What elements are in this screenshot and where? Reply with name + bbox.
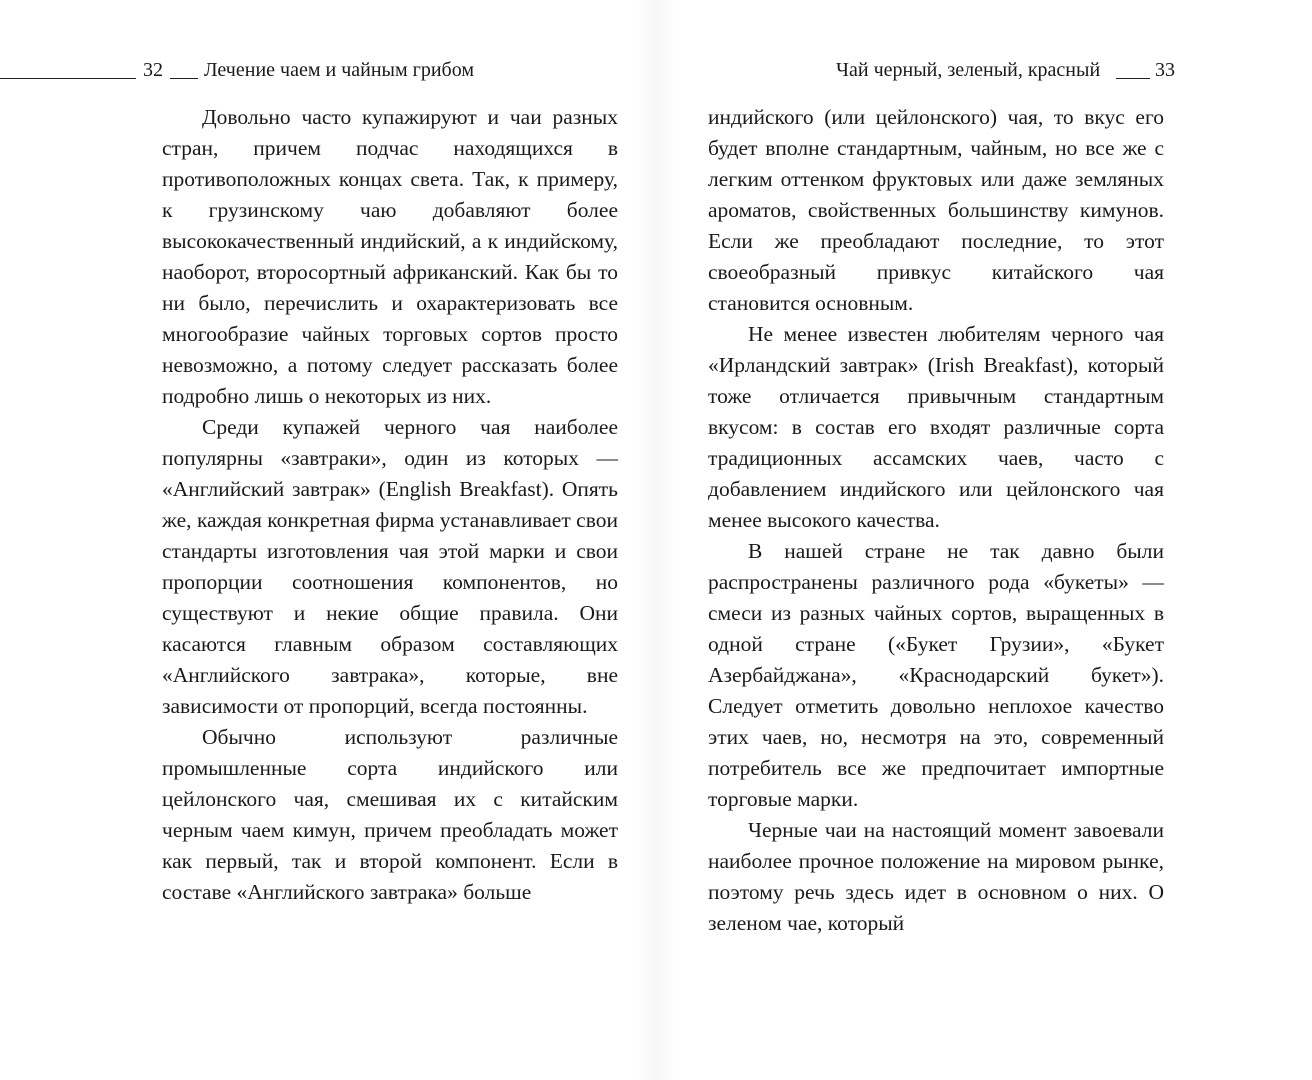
header-rule (0, 78, 136, 79)
right-page-body (708, 102, 1164, 939)
left-running-title: Лечение чаем и чайным грибом (204, 59, 474, 81)
gutter-shadow (636, 0, 676, 1080)
right-running-head (676, 56, 1312, 84)
right-running-title: Чай черный, зеленый, красный (836, 59, 1101, 81)
paragraph: Среди купажей черного чая наиболее популярны «завтраки», один из которых — «Английский завтрак» (English Breakfast). Опять же, каждая конкретная фирма устанавливает свои стандарты изготовления чая этой марки и свои пропорции соотношения компонентов, но существуют и некие общие правила. Они касаются главным образом составляющих «Английского завтрака», которые, вне зависимости от пропорций, всегда постоянны. (162, 415, 618, 718)
paragraph: Не менее известен любителям черного чая «Ирландский завтрак» (Irish Breakfast), который тоже отличается привычным стандартным вкусом: в состав его входят различные сорта традиционных ассамских чаев, часто с добавлением индийского или цейлонского чая менее высокого качества. (708, 322, 1164, 532)
left-page-number: 32 (143, 59, 163, 81)
header-rule (170, 78, 198, 79)
right-page-number: 33 (1155, 59, 1175, 81)
left-page-body (162, 102, 618, 908)
paragraph: В нашей стране не так давно были распространены различного рода «букеты» — смеси из разных чайных сортов, выращенных в одной стране («Букет Грузии», «Букет Азербайджана», «Краснодарский букет»). Следует отметить довольно неплохое качество этих чаев, но, несмотря на это, современный потребитель все же предпочитает импортные торговые марки. (708, 539, 1164, 811)
header-rule (1116, 78, 1150, 79)
paragraph: индийского (или цейлонского) чая, то вкус его будет вполне стандартным, чайным, но все же с легким оттенком фруктовых или даже земляных ароматов, свойственных большинству кимунов. Если же преобладают последние, то этот своеобразный привкус китайского чая становится основным. (708, 105, 1164, 315)
left-running-head (0, 56, 636, 84)
paragraph: Довольно часто купажируют и чаи разных стран, причем подчас находящихся в противоположных концах света. Так, к примеру, к грузинскому чаю добавляют более высококачественный индийский, а к индийскому, наоборот, второсортный африканский. Как бы то ни было, перечислить и охарактеризовать все многообразие чайных торговых сортов просто невозможно, а потому следует рассказать более подробно лишь о некоторых из них. (162, 105, 618, 408)
paragraph: Черные чаи на настоящий момент завоевали наиболее прочное положение на мировом рынке, поэтому речь здесь идет в основном о них. О зеленом чае, который (708, 818, 1164, 935)
paragraph: Обычно используют различные промышленные сорта индийского или цейлонского чая, смешивая их с китайским черным чаем кимун, причем преобладать может как первый, так и второй компонент. Если в составе «Английского завтрака» больше (162, 725, 618, 904)
